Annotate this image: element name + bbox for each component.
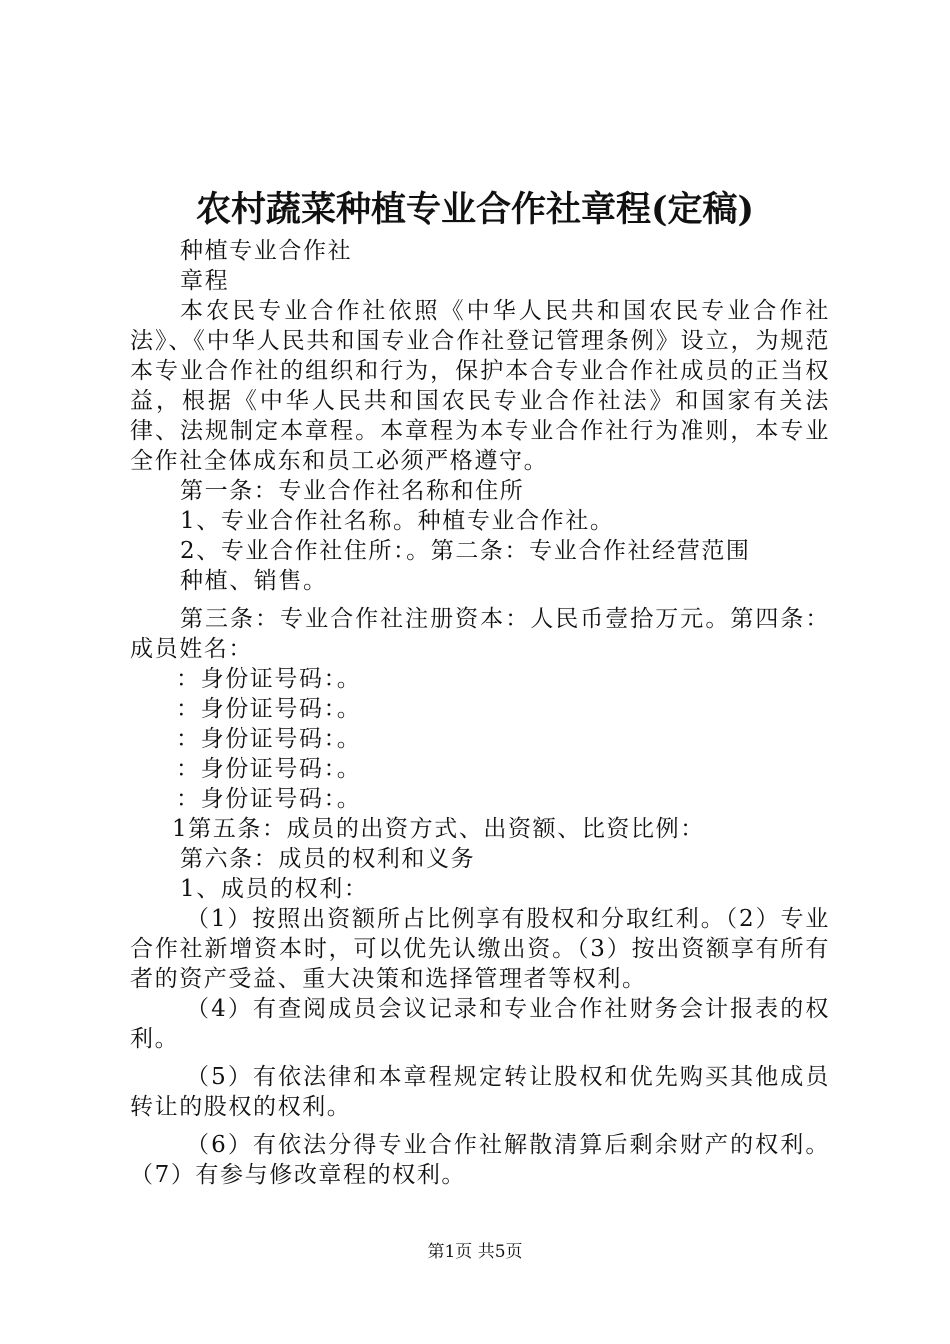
- paragraph-rights-6-7: （6）有依法分得专业合作社解散清算后剩余财产的权利。（7）有参与修改章程的权利。: [130, 1132, 830, 1188]
- paragraph-article-3-4: 第三条：专业合作社注册资本：人民币壹拾万元。第四条：成员姓名：: [130, 606, 830, 662]
- paragraph-article-1: 第一条：专业合作社名称和住所: [180, 478, 525, 504]
- paragraph-cooperative-name: 种植专业合作社: [180, 238, 353, 264]
- paragraph-rights-4: （4）有查阅成员会议记录和专业合作社财务会计报表的权利。: [130, 996, 830, 1052]
- document-title: 农村蔬菜种植专业合作社章程(定稿): [195, 189, 755, 230]
- paragraph-member-id-1: ：身份证号码：。: [176, 666, 362, 692]
- paragraph-charter-label: 章程: [180, 268, 230, 294]
- paragraph-member-id-3: ：身份证号码：。: [176, 726, 362, 752]
- paragraph-article-6: 第六条：成员的权利和义务: [180, 846, 476, 872]
- paragraph-member-rights: 1、成员的权利：: [180, 876, 369, 902]
- paragraph-article-1-item-1: 1、专业合作社名称。种植专业合作社。: [180, 508, 615, 534]
- paragraph-preamble: 本农民专业合作社依照《中华人民共和国农民专业合作社法》、《中华人民共和国专业合作社登记管理条例》设立，为规范本专业合作社的组织和行为，保护本合专业合作社成员的正当权益，根据《中华人民共和国农民专业合作社法》和国家有关法律、法规制定本章程。本章程为本专业合作社行为准则，本专业全作社全体成东和员工必须严格遵守。: [130, 298, 830, 474]
- paragraph-member-id-5: ：身份证号码：。: [176, 786, 362, 812]
- paragraph-business-scope: 种植、销售。: [180, 568, 328, 594]
- paragraph-article-5: 1第五条：成员的出资方式、出资额、比资比例：: [172, 816, 705, 842]
- document-body: [130, 236, 830, 1190]
- paragraph-member-id-2: ：身份证号码：。: [176, 696, 362, 722]
- paragraph-member-id-4: ：身份证号码：。: [176, 756, 362, 782]
- paragraph-rights-5: （5）有依法律和本章程规定转让股权和优先购买其他成员转让的股权的权利。: [130, 1064, 830, 1120]
- page-number-footer: 第1页 共5页: [427, 1242, 523, 1262]
- paragraph-rights-1-3: （1）按照出资额所占比例享有股权和分取红利。（2）专业合作社新增资本时，可以优先认缴出资。（3）按出资额享有所有者的资产受益、重大决策和选择管理者等权利。: [130, 906, 830, 992]
- paragraph-article-1-item-2: 2、专业合作社住所：。第二条：专业合作社经营范围: [180, 538, 751, 564]
